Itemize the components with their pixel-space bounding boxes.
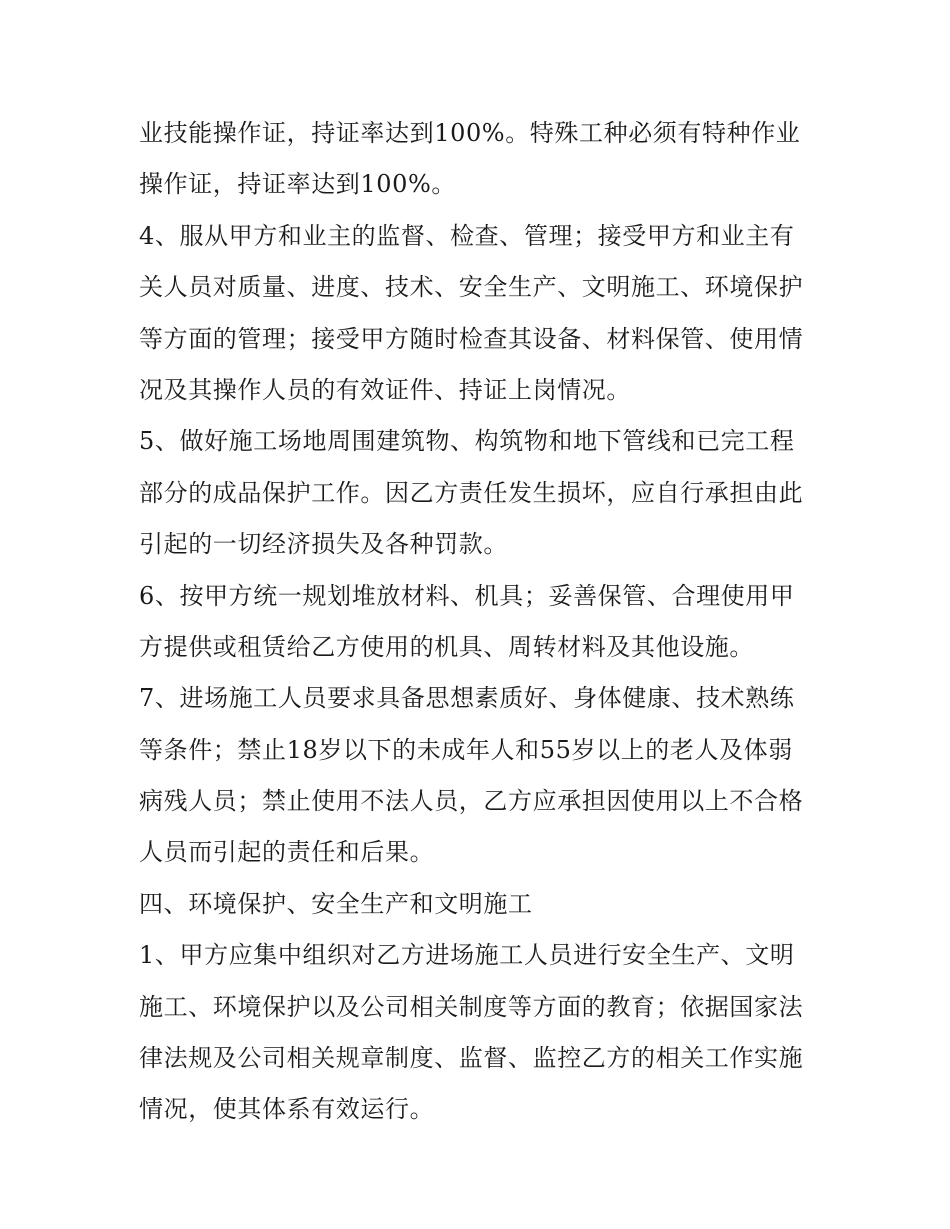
text-line: 等方面的管理；接受甲方随时检查其设备、材料保管、使用情 [139, 324, 804, 353]
text-line: 等条件；禁止18岁以下的未成年人和55岁以上的老人及体弱 [139, 735, 793, 764]
text-line: 人员而引起的责任和后果。 [139, 838, 435, 867]
text-line: 部分的成品保护工作。因乙方责任发生损坏，应自行承担由此 [139, 478, 804, 507]
text-line: 病残人员；禁止使用不法人员，乙方应承担因使用以上不合格 [139, 787, 804, 816]
text-line: 施工、环境保护以及公司相关制度等方面的教育；依据国家法 [139, 992, 804, 1021]
text-line: 6、按甲方统一规划堆放材料、机具；妥善保管、合理使用甲 [139, 581, 795, 610]
document-body [139, 108, 819, 1136]
section-heading: 四、环境保护、安全生产和文明施工 [139, 889, 533, 918]
text-line: 5、做好施工场地周围建筑物、构筑物和地下管线和已完工程 [139, 427, 795, 456]
text-line: 况及其操作人员的有效证件、持证上岗情况。 [139, 375, 631, 404]
text-line: 引起的一切经济损失及各种罚款。 [139, 530, 508, 559]
text-line: 1、甲方应集中组织对乙方进场施工人员进行安全生产、文明 [139, 941, 795, 970]
text-line: 关人员对质量、进度、技术、安全生产、文明施工、环境保护 [139, 273, 804, 302]
text-line: 操作证，持证率达到100%。 [139, 170, 457, 199]
text-line: 方提供或租赁给乙方使用的机具、周转材料及其他设施。 [139, 632, 754, 661]
text-line: 7、进场施工人员要求具备思想素质好、身体健康、技术熟练 [139, 684, 795, 713]
text-line: 情况，使其体系有效运行。 [139, 1095, 435, 1124]
text-line: 业技能操作证，持证率达到100%。特殊工种必须有特种作业 [139, 119, 801, 147]
text-line: 4、服从甲方和业主的监督、检查、管理；接受甲方和业主有 [139, 221, 795, 250]
text-line: 律法规及公司相关规章制度、监督、监控乙方的相关工作实施 [139, 1044, 804, 1073]
